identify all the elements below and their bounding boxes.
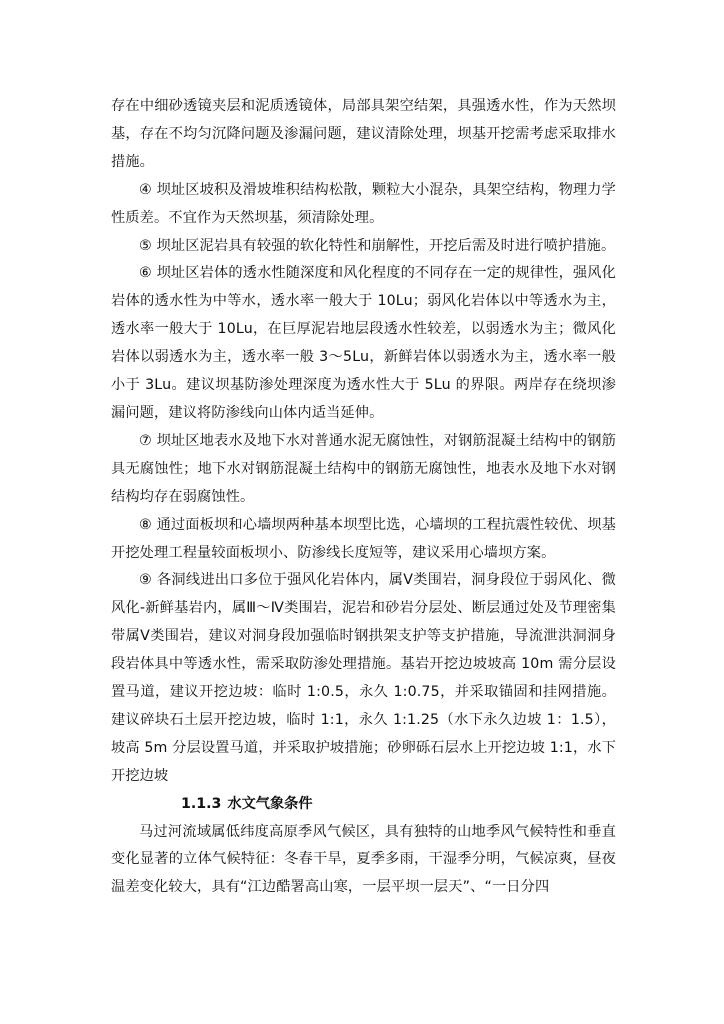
paragraph-item-9: ⑨ 各洞线进出口多位于强风化岩体内，属Ⅴ类围岩，洞身段位于弱风化、微风化-新鲜基岩内，属Ⅲ～Ⅳ类围岩，泥岩和砂岩分层处、断层通过处及节理密集带属Ⅴ类围岩，建议对洞身段加强临时钢拱架支护等支护措施，导流泄洪洞洞身段岩体具中等透水性，需采取防渗处理措施。基岩开挖边坡坡高 10m 需分层设置马道，建议开挖边坡：临时 1:0.5，永久 1:0.75，并采取锚固和挂网措施。建议碎块石土层开挖边坡，临时 1:1，永久 1:1.25（水下永久边坡 1：1.5），坡高 5m 分层设置马道，并采取护坡措施；砂卵砾石层水上开挖边坡 1:1，水下开挖边坡	[111, 572, 616, 784]
paragraph-item-4: ④ 坝址区坡积及滑坡堆积结构松散，颗粒大小混杂，具架空结构，物理力学性质差。不宜作为天然坝基，须清除处理。	[111, 181, 616, 226]
paragraph-item-5: ⑤ 坝址区泥岩具有较强的软化特性和崩解性，开挖后需及时进行喷护措施。	[139, 237, 616, 254]
paragraph-item-7: ⑦ 坝址区地表水及地下水对普通水泥无腐蚀性，对钢筋混凝土结构中的钢筋具无腐蚀性；地下水对钢筋混凝土结构中的钢筋无腐蚀性，地表水及地下水对钢结构均存在弱腐蚀性。	[111, 432, 616, 505]
paragraph-item-8: ⑧ 通过面板坝和心墙坝两种基本坝型比选，心墙坝的工程抗震性较优、坝基开挖处理工程量较面板坝小、防渗线长度短等，建议采用心墙坝方案。	[111, 516, 616, 561]
section-heading	[111, 791, 616, 819]
paragraph-hydrology: 马过河流域属低纬度高原季风气候区，具有独特的山地季风气候特性和垂直变化显著的立体气候特征：冬春干旱，夏季多雨，干湿季分明，气候凉爽，昼夜温差变化较大，具有“江边酷署高山寒，一层平坝一层天”、“一日分四	[111, 823, 616, 896]
paragraph-item-6: ⑥ 坝址区岩体的透水性随深度和风化程度的不同存在一定的规律性，强风化岩体的透水性为中等水，透水率一般大于 10Lu；弱风化岩体以中等透水为主，透水率一般大于 10Lu，在巨厚泥岩地层段透水性较差，以弱透水为主；微风化岩体以弱透水为主，透水率一般 3～5Lu，新鲜岩体以弱透水为主，透水率一般小于 3Lu。建议坝基防渗处理深度为透水性大于 5Lu 的界限。两岸存在绕坝渗漏问题，建议将防渗线向山体内适当延伸。	[111, 265, 616, 421]
section-title: 水文气象条件	[227, 795, 313, 812]
section-number: 1.1.3	[181, 795, 222, 812]
paragraph-continuation: 存在中细砂透镜夹层和泥质透镜体，局部具架空结架，具强透水性，作为天然坝基，存在不均匀沉降问题及渗漏问题，建议清除处理，坝基开挖需考虑采取排水措施。	[111, 98, 616, 170]
document-body	[111, 93, 616, 902]
